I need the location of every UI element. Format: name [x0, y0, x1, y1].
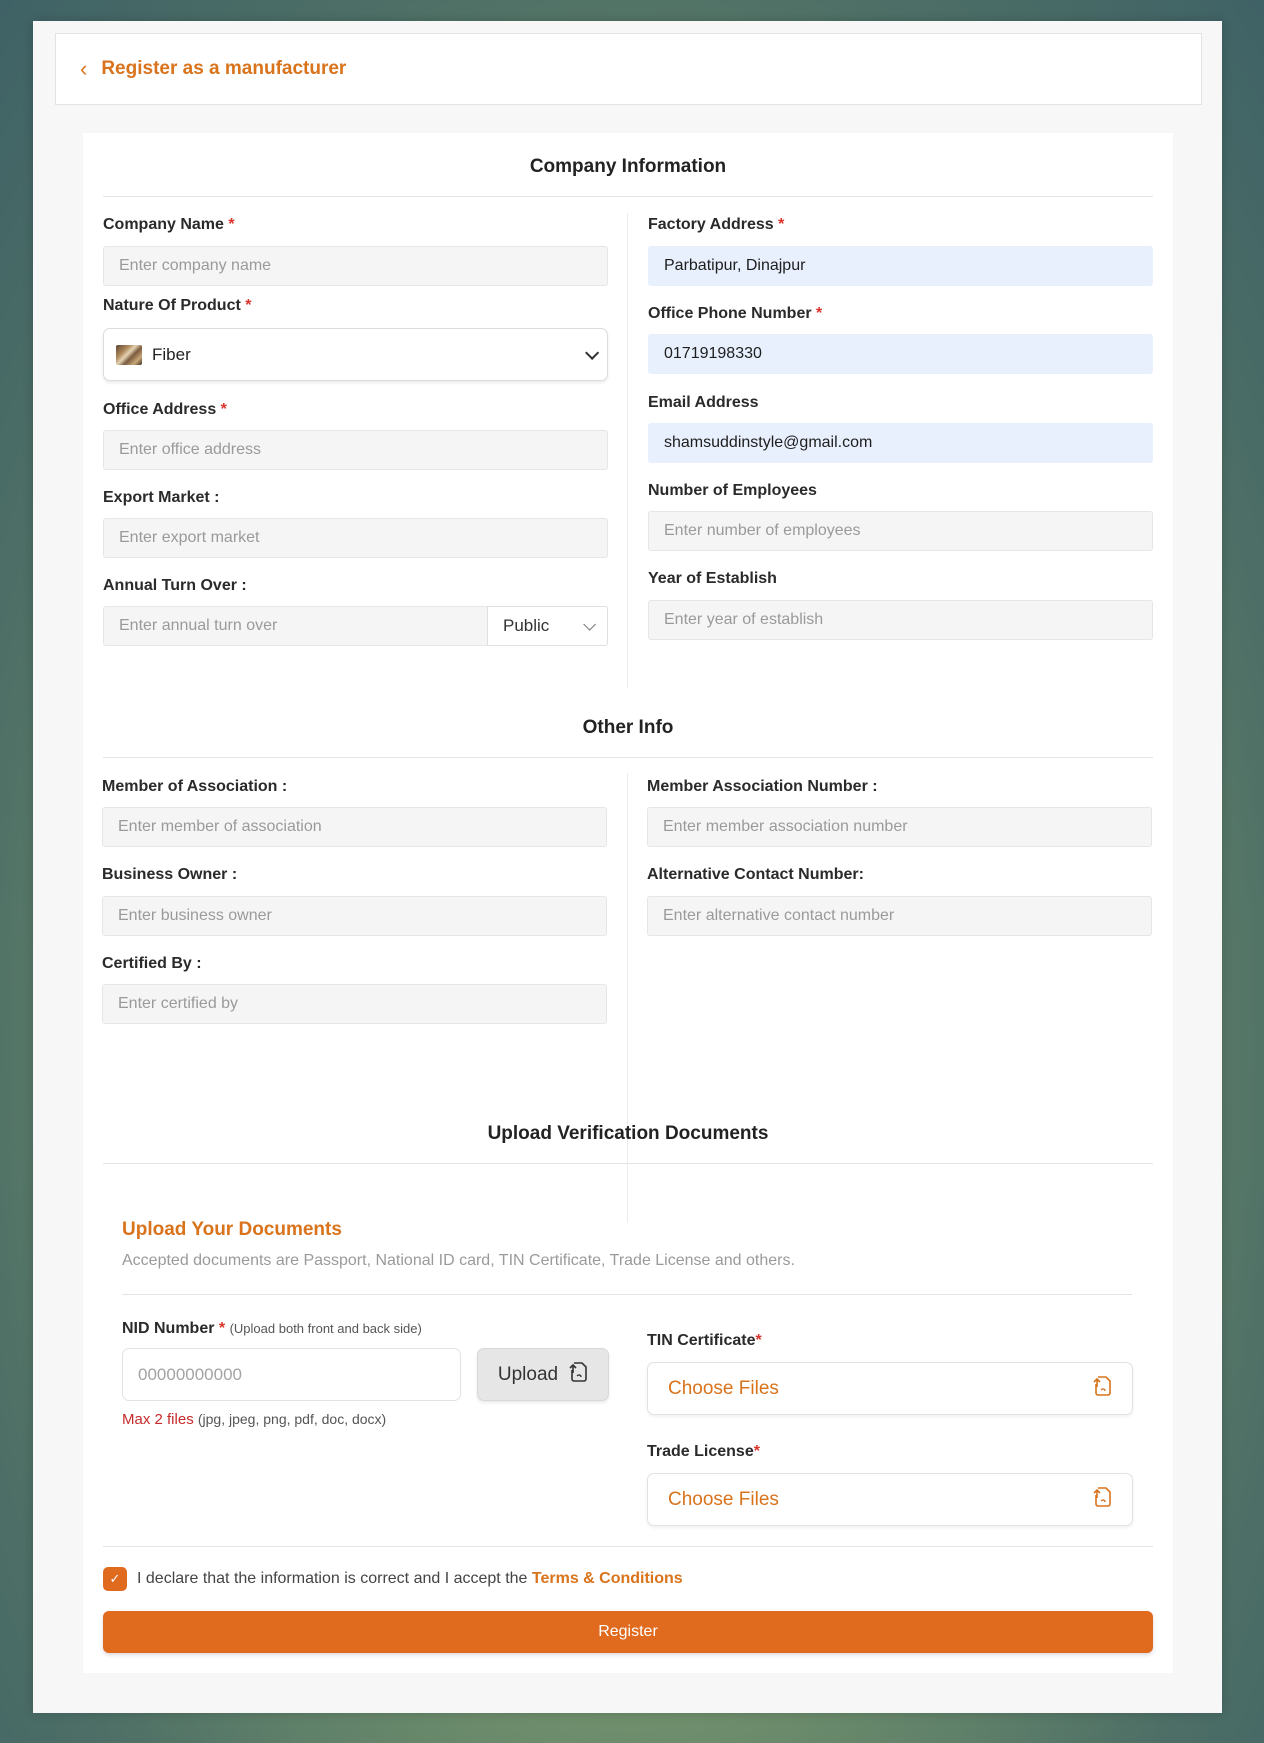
section-title-documents: Upload Verification Documents — [487, 1123, 769, 1144]
fiber-thumbnail — [116, 345, 142, 365]
trade-license-choose-files-label: Choose Files — [668, 1488, 779, 1510]
section-title-company: Company Information — [529, 156, 727, 177]
annual-turnover-label: Annual Turn Over : — [103, 577, 247, 594]
attach-file-icon — [1092, 1375, 1112, 1403]
certified-by-input[interactable]: Enter certified by — [102, 984, 607, 1024]
factory-address-label: Factory Address * — [648, 216, 785, 233]
divider — [103, 196, 1153, 197]
upload-subtitle: Accepted documents are Passport, National ID card, TIN Certificate, Trade License and others. — [122, 1252, 795, 1269]
member-association-number-label: Member Association Number : — [647, 778, 878, 795]
declaration-text: I declare that the information is correct and I accept the Terms & Conditions — [137, 1570, 683, 1587]
year-established-label: Year of Establish — [648, 570, 777, 587]
terms-link[interactable]: Terms & Conditions — [531, 1570, 683, 1587]
company-name-input[interactable]: Enter company name — [103, 246, 608, 286]
chevron-left-icon[interactable]: ‹ — [80, 56, 88, 81]
employees-label: Number of Employees — [648, 482, 817, 499]
company-name-label: Company Name * — [103, 216, 235, 233]
office-phone-label: Office Phone Number * — [648, 305, 823, 322]
employees-input[interactable]: Enter number of employees — [648, 511, 1153, 551]
nature-of-product-value: Fiber — [152, 344, 191, 364]
page-title: Register as a manufacturer — [101, 58, 347, 79]
register-button[interactable]: Register — [103, 1611, 1153, 1653]
section-title-other: Other Info — [582, 717, 674, 738]
column-divider — [627, 773, 628, 1223]
nature-of-product-select[interactable] — [103, 328, 608, 381]
email-label: Email Address — [648, 394, 759, 411]
office-address-label: Office Address * — [103, 401, 227, 418]
nid-number-input[interactable]: 00000000000 — [122, 1348, 461, 1401]
export-market-label: Export Market : — [103, 489, 220, 506]
factory-address-input[interactable]: Parbatipur, Dinajpur — [648, 246, 1153, 286]
member-of-association-input[interactable]: Enter member of association — [102, 807, 607, 847]
tin-choose-files[interactable] — [647, 1362, 1133, 1415]
divider — [122, 1294, 1132, 1295]
tin-label: TIN Certificate* — [647, 1332, 762, 1349]
year-established-input[interactable]: Enter year of establish — [648, 600, 1153, 640]
office-address-input[interactable]: Enter office address — [103, 430, 608, 470]
alternative-contact-label: Alternative Contact Number: — [647, 866, 864, 883]
trade-license-choose-files[interactable] — [647, 1473, 1133, 1526]
attach-file-icon — [1092, 1486, 1112, 1514]
business-owner-input[interactable]: Enter business owner — [102, 896, 607, 936]
alternative-contact-input[interactable]: Enter alternative contact number — [647, 896, 1152, 936]
nid-file-limit: Max 2 files (jpg, jpeg, png, pdf, doc, docx) — [122, 1411, 387, 1428]
registration-form — [83, 133, 1173, 1673]
page-header — [55, 33, 1202, 105]
member-of-association-label: Member of Association : — [102, 778, 288, 795]
business-owner-label: Business Owner : — [102, 866, 238, 883]
upload-heading: Upload Your Documents — [122, 1219, 342, 1240]
nid-label: NID Number * (Upload both front and back side) — [122, 1320, 422, 1337]
certified-by-label: Certified By : — [102, 955, 202, 972]
tin-choose-files-label: Choose Files — [668, 1377, 779, 1399]
annual-turnover-input[interactable]: Enter annual turn over — [103, 606, 488, 646]
email-input[interactable]: shamsuddinstyle@gmail.com — [648, 423, 1153, 463]
divider — [103, 757, 1153, 758]
turnover-visibility-value: Public — [503, 616, 550, 635]
nature-of-product-label: Nature Of Product * — [103, 297, 252, 314]
turnover-visibility-select[interactable] — [487, 606, 608, 646]
divider — [103, 1546, 1153, 1547]
export-market-input[interactable]: Enter export market — [103, 518, 608, 558]
member-association-number-input[interactable]: Enter member association number — [647, 807, 1152, 847]
divider — [103, 1163, 1153, 1164]
upload-button-label: Upload — [497, 1363, 559, 1385]
declaration-checkbox[interactable] — [103, 1567, 127, 1591]
attach-file-icon — [568, 1361, 588, 1389]
upload-button[interactable] — [477, 1348, 609, 1401]
chevron-down-icon — [583, 618, 596, 631]
trade-license-label: Trade License* — [647, 1443, 760, 1460]
chevron-down-icon — [585, 345, 599, 359]
checkmark-icon: ✓ — [109, 1571, 121, 1586]
column-divider — [627, 213, 628, 688]
office-phone-input[interactable]: 01719198330 — [648, 334, 1153, 374]
